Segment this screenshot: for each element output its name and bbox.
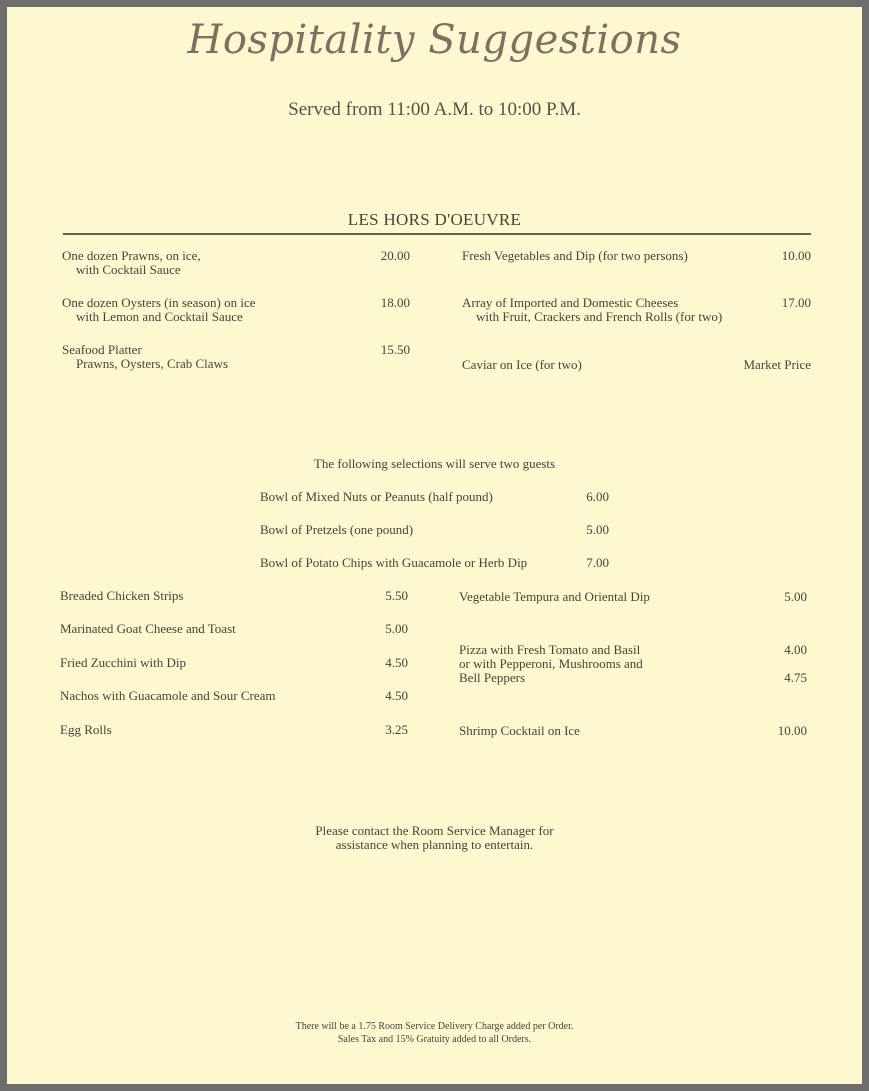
item-price: 10.00 [777,723,807,738]
contact-note-line1: Please contact the Room Service Manager for [315,823,554,838]
item-price: 4.50 [385,688,408,703]
item-price: 15.50 [380,342,410,357]
service-hours: Served from 11:00 A.M. to 10:00 P.M. [288,99,581,120]
menu-item: Marinated Goat Cheese and Toast [60,621,236,636]
section-heading: LES HORS D'OEUVRE [347,210,522,229]
menu-item: Bowl of Potato Chips with Guacamole or Herb Dip [260,555,528,570]
menu-item: Fried Zucchini with Dip [60,655,187,670]
menu-item: Bowl of Pretzels (one pound) [260,522,414,537]
menu-item [62,296,382,324]
menu-item-pizza [459,643,759,685]
item-name: One dozen Oysters (in season) on ice [62,295,256,310]
item-price: 5.00 [385,621,408,636]
item-name: Seafood Platter [62,342,142,357]
item-price: 17.00 [781,295,811,310]
menu-item: Bowl of Mixed Nuts or Peanuts (half pound) [260,489,493,504]
footer-line2: Sales Tax and 15% Gratuity added to all Orders. [337,1034,532,1045]
item-name: Fresh Vegetables and Dip (for two persons) [462,248,688,263]
two-guests-note: The following selections will serve two guests [313,456,556,471]
footer-line1: There will be a 1.75 Room Service Delivery Charge added per Order. [295,1021,574,1032]
contact-note-line2: assistance when planning to entertain. [335,837,534,852]
menu-item: Vegetable Tempura and Oriental Dip [459,589,650,604]
item-description: Prawns, Oysters, Crab Claws [76,356,229,371]
menu-item [62,249,382,277]
menu-page [7,7,862,1084]
item-price: 4.75 [784,670,807,685]
menu-item [62,343,382,371]
menu-item: Breaded Chicken Strips [60,588,184,603]
item-price: 5.50 [385,588,408,603]
item-price: 5.00 [586,522,609,537]
footer-note [7,1020,862,1046]
item-price: 10.00 [781,248,811,263]
item-name: Array of Imported and Domestic Cheeses [462,295,679,310]
menu-title: Hospitality Suggestions [187,17,682,63]
item-price: 4.50 [385,655,408,670]
item-price: 4.00 [784,642,807,657]
item-price: 20.00 [380,248,410,263]
item-name: One dozen Prawns, on ice, [62,248,201,263]
menu-item: Egg Rolls [60,722,112,737]
item-price: Market Price [743,357,811,372]
item-price: 18.00 [380,295,410,310]
section-divider [63,233,811,235]
item-description: with Fruit, Crackers and French Rolls (for two) [476,309,723,324]
item-name-cont: or with Pepperoni, Mushrooms and [459,656,643,671]
item-price: 5.00 [784,589,807,604]
menu-item: Nachos with Guacamole and Sour Cream [60,688,276,703]
item-name-cont: Bell Peppers [459,670,526,685]
menu-item: Shrimp Cocktail on Ice [459,723,580,738]
item-name: Caviar on Ice (for two) [462,357,582,372]
item-price: 6.00 [586,489,609,504]
item-price: 7.00 [586,555,609,570]
item-price: 3.25 [385,722,408,737]
item-description: with Lemon and Cocktail Sauce [76,309,243,324]
item-description: with Cocktail Sauce [76,262,181,277]
item-name: Pizza with Fresh Tomato and Basil [459,642,641,657]
